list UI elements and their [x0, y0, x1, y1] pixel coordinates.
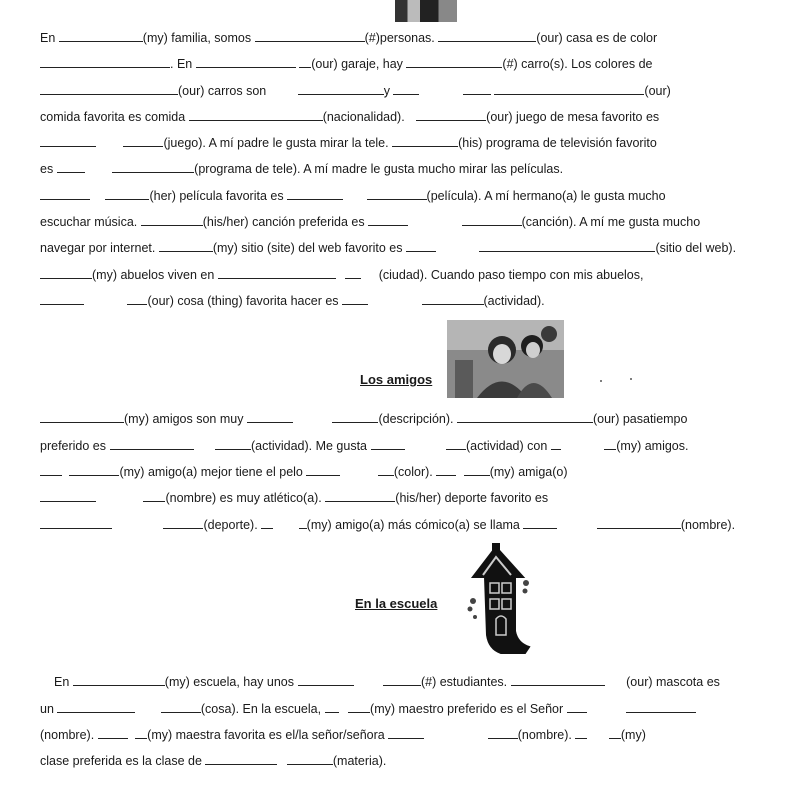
amigos-line-3: (my) amigo(a) mejor tiene el pelo (color). (my) amiga(o) — [40, 464, 760, 480]
escuela-line-3: (nombre). (my) maestra favorita es el/la señor/señora (nombre). (my) — [40, 728, 646, 742]
escuela-heading: En la escuela — [355, 596, 438, 611]
familia-line-9: navegar por internet. (my) sitio (site) del web favorito es (sitio del web). — [40, 241, 737, 255]
familia-line-11: (our) cosa (thing) favorita hacer es (actividad). — [40, 293, 760, 309]
amigos-line-4: (nombre) es muy atlético(a). (his/her) deporte favorito es — [40, 490, 760, 506]
amigos-line-5: (deporte). (my) amigo(a) más cómico(a) se llama (nombre). — [40, 517, 760, 533]
speck — [630, 378, 632, 380]
familia-line-3: (our) carros son y (our) — [40, 83, 760, 99]
school-house-drawing — [465, 543, 535, 655]
familia-line-6: es (programa de tele). A mí madre le gusta mucho mirar las películas. — [40, 162, 564, 176]
top-photo-fragment — [395, 0, 457, 22]
familia-line-1: En (my) familia, somos (#)personas. (our) casa es de color — [40, 31, 658, 45]
escuela-line-4: clase preferida es la clase de (materia). — [40, 754, 387, 768]
familia-line-2: . En (our) garaje, hay (#) carro(s). Los colores de — [40, 56, 760, 72]
familia-line-7: (her) película favorita es (película). A mí hermano(a) le gusta mucho — [40, 188, 760, 204]
familia-line-8: escuchar música. (his/her) canción preferida es (canción). A mí me gusta mucho — [40, 215, 701, 229]
amigos-line-2: preferido es (actividad). Me gusta (actividad) con (my) amigos. — [40, 439, 689, 453]
amigos-heading: Los amigos — [360, 372, 433, 387]
familia-line-10: (my) abuelos viven en (ciudad). Cuando paso tiempo con mis abuelos, — [40, 267, 760, 283]
escuela-line-1: En (my) escuela, hay unos (#) estudiantes. (our) mascota es — [54, 675, 720, 689]
friends-photo — [447, 320, 564, 398]
familia-line-5: (juego). A mí padre le gusta mirar la tele. (his) programa de televisión favorito — [40, 135, 760, 151]
speck — [600, 380, 602, 382]
escuela-line-2: un (cosa). En la escuela, (my) maestro preferido es el Señor — [40, 701, 760, 717]
familia-line-4: comida favorita es comida (nacionalidad). (our) juego de mesa favorito es — [40, 110, 660, 124]
amigos-line-1: (my) amigos son muy (descripción). (our) pasatiempo — [40, 411, 760, 427]
